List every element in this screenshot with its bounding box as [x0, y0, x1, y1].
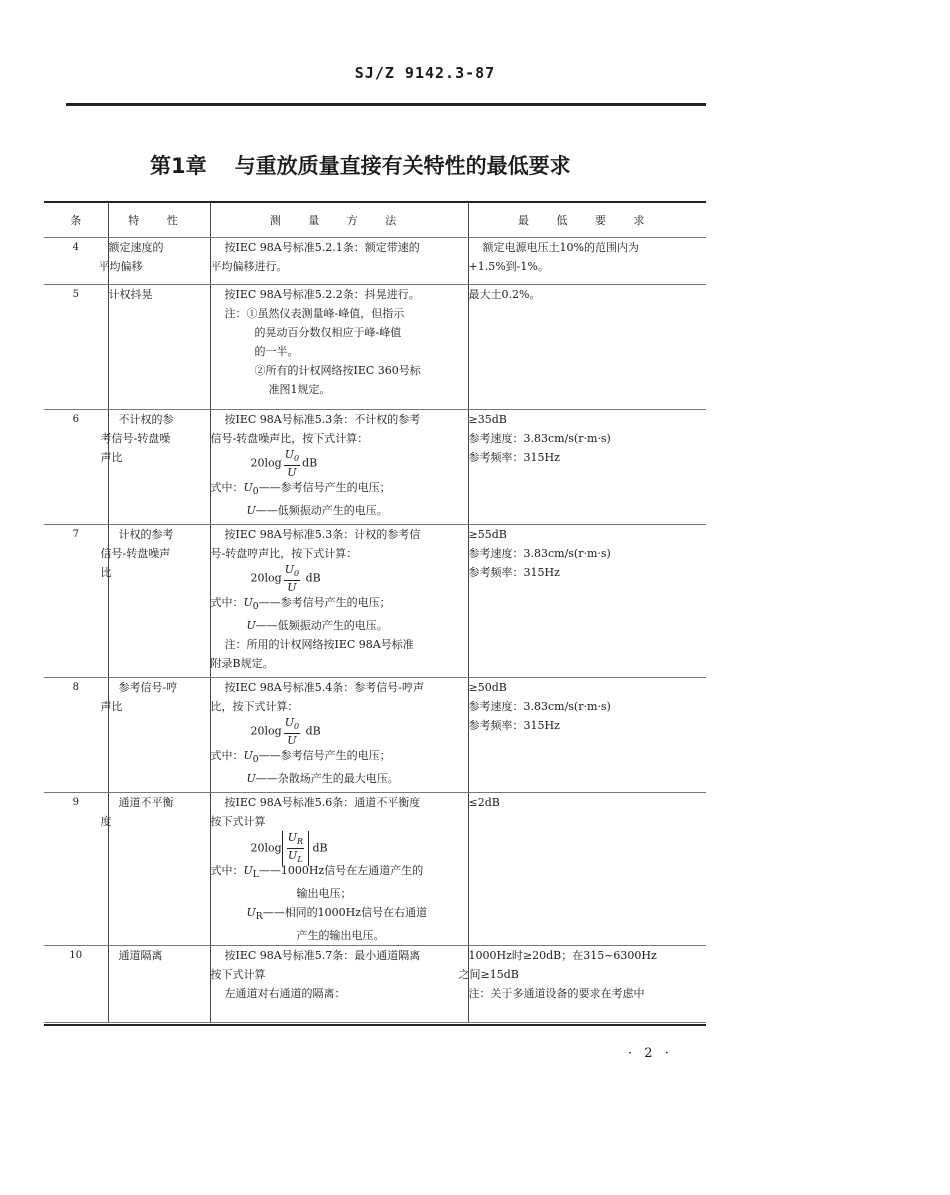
header-clause: 条 [44, 203, 108, 238]
method-cell [210, 946, 468, 1023]
table-bottom-rule [44, 1024, 706, 1026]
requirement-cell [468, 285, 706, 410]
requirement-text: 参考速度：3.83cm/s(r·m·s) [468, 547, 611, 560]
property-text: 计权的参考 [118, 528, 174, 541]
method-note: 准图1规定。 [268, 383, 331, 396]
requirement-text: 注：关于多通道设备的要求在考虑中 [468, 987, 645, 1001]
formula [211, 831, 468, 865]
formula-numerator: $U_0$ [284, 563, 300, 581]
requirement-text: 参考速度：3.83cm/s(r·m·s) [468, 700, 611, 713]
requirement-text: ≤2dB [468, 796, 500, 809]
method-text: 按下式计算 [210, 968, 266, 982]
method-text: 输出电压； [296, 887, 352, 901]
method-text: 按IEC 98A号标准5.3条：不计权的参考 [224, 413, 421, 426]
property-text: 声比 [100, 700, 123, 713]
method-note: 注：所用的计权网络按IEC 98A号标准 [224, 638, 414, 652]
clause-number: 10 [44, 946, 108, 1023]
table-header-row [44, 203, 706, 238]
formula-prefix: 20log [250, 724, 282, 738]
requirement-text: +1.5%到-1%。 [468, 260, 549, 273]
chapter-heading [150, 150, 571, 180]
property-cell [98, 238, 210, 285]
method-cell [210, 793, 468, 946]
method-text: 比，按下式计算： [210, 700, 299, 713]
clause-number: 9 [44, 793, 108, 946]
property-text: 比 [100, 566, 112, 579]
requirement-cell [468, 678, 706, 793]
header-rule [66, 103, 706, 106]
formula-abs [282, 831, 309, 866]
formula-prefix: 20log [250, 456, 282, 470]
property-cell [100, 793, 210, 946]
method-text: 信号-转盘噪声比，按下式计算： [210, 432, 369, 445]
property-cell [108, 946, 210, 1023]
property-text: 考信号-转盘噪 [100, 432, 171, 445]
requirements-table [44, 203, 706, 1023]
formula-unit: dB [305, 571, 321, 585]
table-row [44, 525, 706, 678]
requirement-cell [468, 525, 706, 678]
property-cell [100, 678, 210, 793]
method-text: 按IEC 98A号标准5.2.1条：额定带速的 [224, 241, 420, 254]
method-note: 的晃动百分数仅相应于峰-峰值 [254, 326, 402, 339]
formula-denominator: U [287, 466, 297, 480]
requirement-text: 参考频率：315Hz [468, 451, 560, 464]
property-cell [100, 410, 210, 525]
formula-fraction [284, 563, 300, 594]
clause-number: 8 [44, 678, 108, 793]
method-text: 左通道对右通道的隔离： [224, 987, 346, 1001]
formula-unit: dB [312, 841, 328, 855]
method-text: 按IEC 98A号标准5.7条：最小通道隔离 [224, 949, 421, 963]
method-note: 注：①虽然仪表测量峰-峰值，但指示 [224, 307, 405, 320]
method-cell [210, 678, 468, 793]
method-text: U——杂散场产生的最大电压。 [246, 772, 399, 786]
method-note: 附录B规定。 [210, 657, 274, 671]
formula [211, 448, 468, 478]
header-requirement: 最 低 要 求 [468, 203, 706, 238]
requirement-cell [468, 238, 706, 285]
property-text: 通道不平衡 [118, 796, 174, 809]
method-text: 式中：$U_0——$参考信号产生的电压； [210, 481, 391, 498]
method-text: 按IEC 98A号标准5.6条：通道不平衡度 [224, 796, 421, 809]
formula-fraction [287, 831, 304, 866]
property-text: 不计权的参 [118, 413, 174, 426]
property-text: 度 [100, 815, 112, 828]
method-text: $U_R——$相同的1000Hz信号在右通道 [246, 906, 428, 923]
method-text: 式中：$U_L——1000Hz$信号在左通道产生的 [210, 864, 424, 881]
page-number: · 2 · [628, 1046, 673, 1061]
requirement-text: ≥35dB [468, 413, 507, 426]
formula-fraction [284, 716, 300, 747]
clause-number: 6 [44, 410, 108, 525]
method-text: 按下式计算 [210, 815, 266, 828]
property-text: 额定速度的 [108, 241, 164, 254]
property-text: 通道隔离 [118, 949, 163, 963]
formula-numerator: $U_R$ [287, 831, 304, 849]
property-text: 信号-转盘噪声 [100, 547, 171, 560]
formula-unit: dB [305, 724, 321, 738]
property-text: 参考信号-哼 [118, 681, 178, 694]
header-property: 特 性 [108, 203, 210, 238]
table-row [44, 238, 706, 285]
requirement-text: 参考频率：315Hz [468, 566, 560, 579]
table-row [44, 285, 706, 410]
method-text: 按IEC 98A号标准5.3条：计权的参考信 [224, 528, 421, 541]
property-text: 声比 [100, 451, 123, 464]
requirement-text: 额定电源电压土10%的范围内为 [482, 241, 639, 254]
requirement-text: 最大土0.2%。 [468, 288, 541, 301]
method-text: U——低频振动产生的电压。 [246, 504, 388, 518]
requirement-cell [468, 410, 706, 525]
method-text: 按IEC 98A号标准5.4条：参考信号-哼声 [224, 681, 424, 694]
property-cell [108, 285, 210, 410]
requirement-cell [458, 946, 706, 1023]
formula-numerator: $U_0$ [284, 448, 300, 466]
method-text: 号-转盘哼声比，按下式计算： [210, 547, 358, 560]
formula-unit: dB [302, 456, 318, 470]
table-row [44, 793, 706, 946]
formula-prefix: 20log [250, 841, 282, 855]
header-method: 测 量 方 法 [210, 203, 468, 238]
requirement-text: 参考频率：315Hz [468, 719, 560, 732]
table-row [44, 678, 706, 793]
chapter-number: 第1章 [150, 154, 207, 178]
requirement-text: 参考速度：3.83cm/s(r·m·s) [468, 432, 611, 445]
method-note: 的一半。 [254, 345, 299, 358]
formula [211, 563, 468, 593]
method-cell [210, 285, 468, 410]
table-row [44, 946, 706, 1023]
table-row [44, 410, 706, 525]
clause-number: 7 [44, 525, 108, 678]
clause-number: 4 [44, 238, 108, 285]
requirement-text: 1000Hz时≥20dB；在315~6300Hz [468, 949, 657, 963]
requirement-text: ≥50dB [468, 681, 507, 694]
method-text: 式中：$U_0——$参考信号产生的电压； [210, 596, 391, 613]
method-note: ②所有的计权网络按IEC 360号标 [254, 364, 421, 377]
method-cell [210, 410, 468, 525]
formula-denominator: $U_L$ [288, 849, 303, 865]
formula-denominator: U [287, 734, 297, 748]
method-text: 平均偏移进行。 [210, 260, 288, 273]
property-text: 计权抖晃 [108, 288, 153, 301]
formula-numerator: $U_0$ [284, 716, 300, 734]
formula-prefix: 20log [250, 571, 282, 585]
formula-fraction [284, 448, 300, 479]
property-cell [100, 525, 210, 678]
method-text: 产生的输出电压。 [296, 929, 385, 943]
standard-code: SJ/Z 9142.3-87 [354, 64, 496, 82]
method-text: 式中：$U_0——$参考信号产生的电压； [210, 749, 391, 766]
formula [211, 716, 468, 746]
formula-denominator: U [287, 581, 297, 595]
requirement-text: ≥55dB [468, 528, 507, 541]
method-text: U——低频振动产生的电压。 [246, 619, 388, 633]
method-text: 按IEC 98A号标准5.2.2条：抖晃进行。 [224, 288, 420, 301]
property-text: 平均偏移 [98, 260, 143, 273]
clause-number: 5 [44, 285, 108, 410]
requirement-text: 之间≥15dB [458, 968, 519, 982]
chapter-title: 与重放质量直接有关特性的最低要求 [234, 154, 571, 178]
method-cell [210, 525, 468, 678]
requirement-cell [468, 793, 706, 946]
method-cell [210, 238, 468, 285]
